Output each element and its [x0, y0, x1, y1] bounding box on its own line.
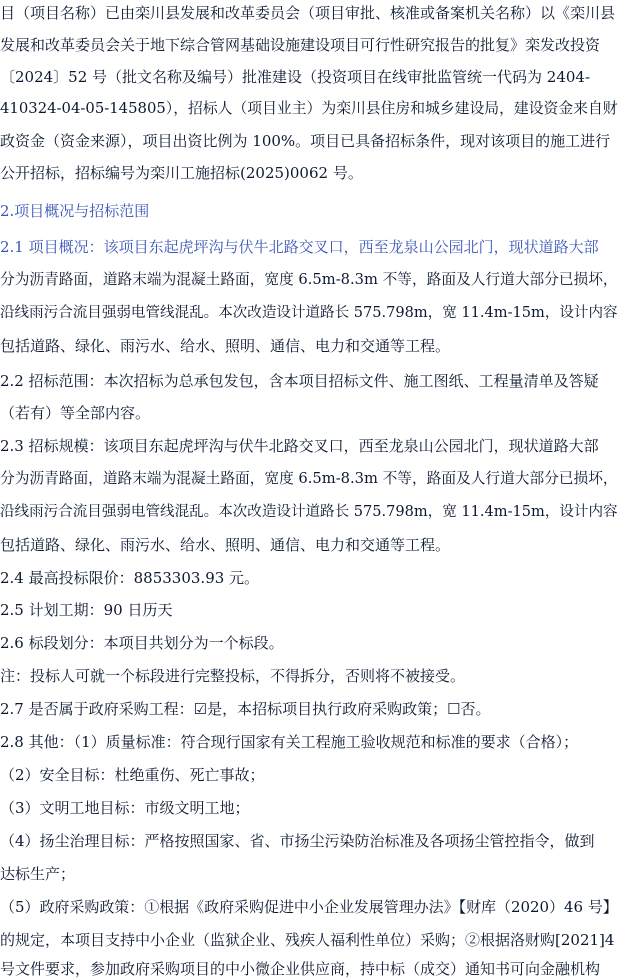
intro-line-6: 公开招标，招标编号为栾川工施招标(2025)0062 号。: [0, 164, 363, 182]
para-2-6: 2.6 标段划分：本项目共划分为一个标段。: [0, 634, 284, 652]
para-2-3-line-2: 分为沥青路面，道路末端为混凝土路面，宽度 6.5m-8.3m 不等，路面及人行道大部分已损坏，: [0, 470, 618, 487]
intro-line-5: 政资金（资金来源），项目出资比例为 100%。项目已具备招标条件，现对该项目的施工进行: [0, 132, 611, 150]
item-5-line-1: （5）政府采购政策：①根据《政府采购促进中小企业发展管理办法》【财库（2020）46 号】: [0, 898, 618, 916]
intro-line-3: 〔2024〕52 号（批文名称及编号）批准建设（投资项目在线审批监管统一代码为 2404-: [0, 68, 591, 86]
section-2-heading: 2.项目概况与招标范围: [0, 202, 150, 220]
para-2-3-line-1: 2.3 招标规模：该项目东起虎坪沟与伏牛北路交叉口，西至龙泉山公园北门，现状道路大部: [0, 437, 599, 455]
note-line: 注：投标人可就一个标段进行完整投标，不得拆分，否则将不被接受。: [0, 667, 466, 685]
item-2-safety: （2）安全目标：杜绝重伤、死亡事故；: [0, 766, 265, 784]
intro-line-2: 发展和改革委员会关于地下综合管网基础设施建设项目可行性研究报告的批复》栾发改投资: [0, 36, 601, 54]
para-2-7: 2.7 是否属于政府采购工程：☑是，本招标项目执行政府采购政策；☐否。: [0, 700, 491, 718]
para-2-3-line-4: 包括道路、绿化、雨污水、给水、照明、通信、电力和交通等工程。: [0, 536, 451, 554]
para-2-4: 2.4 最高投标限价：8853303.93 元。: [0, 569, 260, 587]
para-2-1-line-1: 2.1 项目概况：该项目东起虎坪沟与伏牛北路交叉口，西至龙泉山公园北门，现状道路大部: [0, 238, 599, 256]
item-5-line-3: 号文件要求，参加政府采购项目的中小微企业供应商，持中标（成交）通知书可向金融机构: [0, 960, 601, 978]
item-4-line-2: 达标生产；: [0, 865, 76, 883]
para-2-1-line-3: 沿线雨污合流目强弱电管线混乱。本次改造设计道路长 575.798m，宽 11.4m-15m，设计内容: [0, 304, 618, 321]
para-2-2-line-2: （若有）等全部内容。: [0, 404, 151, 422]
item-4-line-1: （4）扬尘治理目标：严格按照国家、省、市扬尘污染防治标准及各项扬尘管控指令，做到: [0, 832, 595, 850]
para-2-5: 2.5 计划工期：90 日历天: [0, 601, 173, 619]
para-2-3-line-3: 沿线雨污合流目强弱电管线混乱。本次改造设计道路长 575.798m，宽 11.4m-15m，设计内容: [0, 503, 618, 520]
para-2-2-line-1: 2.2 招标范围：本次招标为总承包发包，含本项目招标文件、施工图纸、工程量清单及答疑: [0, 372, 599, 390]
item-3-civilized-site: （3）文明工地目标：市级文明工地；: [0, 799, 250, 817]
para-2-1-line-4: 包括道路、绿化、雨污水、给水、照明、通信、电力和交通等工程。: [0, 337, 451, 355]
item-5-line-2: 的规定，本项目支持中小企业（监狱企业、残疾人福利性单位）采购；②根据洛财购[2021]4: [0, 931, 615, 949]
para-2-8: 2.8 其他：（1）质量标准：符合现行国家有关工程施工验收规范和标准的要求（合格）；: [0, 733, 579, 751]
intro-line-4: 410324-04-05-145805），招标人（项目业主）为栾川县住房和城乡建设局，建设资金来自财: [0, 100, 618, 117]
para-2-1-line-2: 分为沥青路面，道路末端为混凝土路面，宽度 6.5m-8.3m 不等，路面及人行道大部分已损坏，: [0, 271, 618, 288]
intro-line-1: 目（项目名称）已由栾川县发展和改革委员会（项目审批、核准或备案机关名称）以《栾川县: [0, 4, 616, 22]
